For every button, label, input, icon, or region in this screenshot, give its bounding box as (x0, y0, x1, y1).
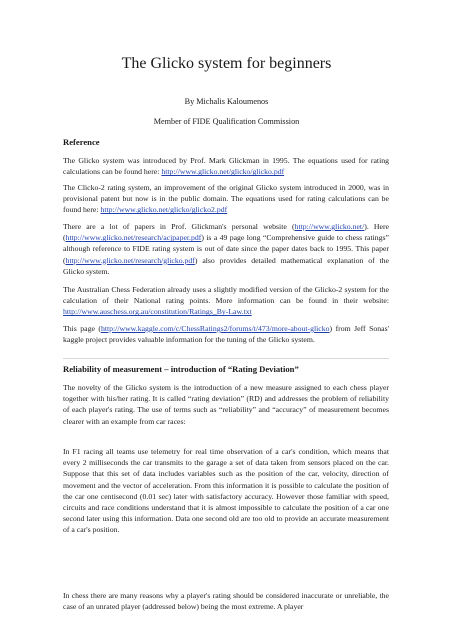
link-kaggle-forum[interactable]: http://www.kaggle.com/c/ChessRatings2/forums/t/473/more-about-glicko (100, 324, 330, 333)
paragraph-reference-4 (63, 284, 389, 318)
link-glicko2-pdf[interactable]: http://www.glicko.net/glicko/glicko2.pdf (100, 205, 228, 215)
paragraph-reliability-1: The novelty of the Glicko system is the introduction of a new measure assigned to each chess player together with his/her rating. It is called “rating deviation” (RD) and addresses the problem of reliability of each player's rating. The use of terms such as “reliability” and “accuracy” of measurement becomes clearer with an example from car races: (63, 383, 389, 426)
paragraph-reference-1 (63, 155, 389, 177)
section-heading-reliability: Reliability of measurement – introduction of “Rating Deviation” (63, 364, 299, 374)
section-heading-reference: Reference (63, 137, 100, 147)
link-glicko-net[interactable]: http://www.glicko.net/ (294, 222, 365, 231)
paragraph-text: ). Here ( (63, 222, 389, 243)
paragraph-reliability-3: In chess there are many reasons why a player's rating should be considered inaccurate or unreliable, the case of an unrated player (addressed below) being the most extreme. A player (63, 591, 389, 612)
paragraph-text: There are a lot of papers in Prof. Glickman's personal website ( (63, 222, 295, 231)
section-divider (63, 358, 389, 359)
link-research-glicko-pdf[interactable]: http://www.glicko.net/research/glicko.pdf (65, 255, 195, 265)
author-line: By Michalis Kaloumenos (184, 97, 269, 106)
paragraph-text: The Australian Chess Federation already uses a slightly modified version of the Glicko-2 system for the calculation of their National rating points. More information can be found in their website: (63, 285, 389, 306)
paragraph-text: The Clicko-2 rating system, an improvement of the original Glicko system introduced in 2000, was in provisional patent but now is in the public domain. The equations used for rating calculations can be found here: (63, 183, 389, 215)
paragraph-text: ) from Jeff Sonas' kaggle project provides valuable information for the tuning of the Glicko system. (63, 324, 389, 345)
paragraph-text: The Glicko system was introduced by Prof. Mark Glickman in 1995. The equations used for rating calculations can be found here: (63, 156, 389, 177)
paragraph-reliability-2: In F1 racing all teams use telemetry for real time observation of a car's condition, which means that every 2 milliseconds the car transmits to the garage a set of data taken from sensors placed on the car. Suppose that this set of data includes variables such as the position of the car, velocity, direction of movement and the vector of acceleration. From this information it is possible to calculate the position of the car one centisecond (0.01 sec) later with satisfactory accuracy. However those familiar with speed, circuits and race conditions understand that it is almost impossible to calculate the position of a car one second later using this information. Data one second old are too old to provide an accurate measurement of a car's position. (63, 447, 389, 535)
link-glicko-pdf[interactable]: http://www.glicko.net/glicko/glicko.pdf (161, 167, 285, 177)
document-title: The Glicko system for beginners (121, 55, 332, 72)
paragraph-reference-3 (63, 221, 389, 277)
link-auschess-ratings[interactable]: http://www.auschess.org.au/constitution/Ratings_By-Law.txt (63, 307, 252, 317)
link-acjpaper-pdf[interactable]: http://www.glicko.net/research/acjpaper.pdf (65, 233, 202, 243)
paragraph-text: ) is a 49 page long “Comprehensive guide to chess ratings” although reference to FIDE rating system is out of date since the paper dates back to 1995. This paper ( (63, 233, 389, 265)
paragraph-reference-5 (63, 323, 389, 345)
paragraph-text: ) also provides detailed mathematical explanation of the Glicko system. (63, 255, 389, 276)
paragraph-reference-2 (63, 182, 389, 216)
paragraph-text: This page ( (63, 324, 101, 333)
author-position: Member of FIDE Qualification Commission (153, 117, 300, 126)
